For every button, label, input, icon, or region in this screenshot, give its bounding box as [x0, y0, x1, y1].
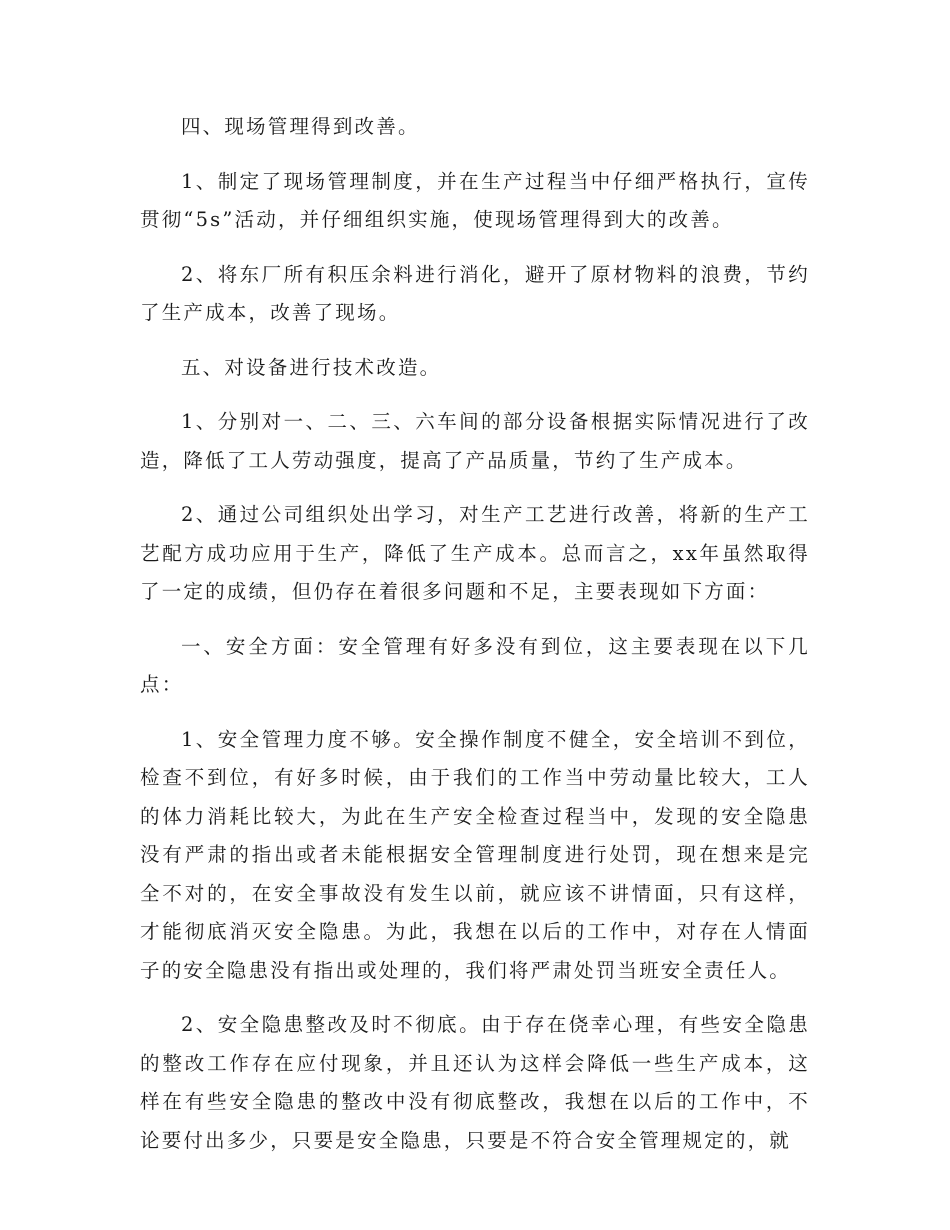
paragraph: 1、安全管理力度不够。安全操作制度不健全，安全培训不到位，检查不到位，有好多时候，由于我们的工作当中劳动量比较大，工人的体力消耗比较大，为此在生产安全检查过程当中，发现的安全隐患没有严肃的指出或者未能根据安全管理制度进行处罚，现在想来是完全不对的，在安全事故没有发生以前，就应该不讲情面，只有这样，才能彻底消灭安全隐患。为此，我想在以后的工作中，对存在人情面子的安全隐患没有指出或处理的，我们将严肃处罚当班安全责任人。: [140, 727, 810, 982]
paragraph: 2、将东厂所有积压余料进行消化，避开了原材物料的浪费，节约了生产成本，改善了现场。: [140, 262, 810, 324]
document-body: [140, 108, 810, 1176]
paragraph: 1、分别对一、二、三、六车间的部分设备根据实际情况进行了改造，降低了工人劳动强度，提高了产品质量，节约了生产成本。: [140, 410, 810, 472]
section-heading-equipment-upgrade: 五、对设备进行技术改造。: [180, 355, 442, 379]
paragraph: 2、通过公司组织处出学习，对生产工艺进行改善，将新的生产工艺配方成功应用于生产，降低了生产成本。总而言之，xx年虽然取得了一定的成绩，但仍存在着很多问题和不足，主要表现如下方面：: [140, 503, 810, 603]
paragraph: 2、安全隐患整改及时不彻底。由于存在侥幸心理，有些安全隐患的整改工作存在应付现象，并且还认为这样会降低一些生产成本，这样在有些安全隐患的整改中没有彻底整改，我想在以后的工作中，不论要付出多少，只要是安全隐患，只要是不符合安全管理规定的，就: [140, 1013, 810, 1152]
paragraph: 1、制定了现场管理制度，并在生产过程当中仔细严格执行，宣传贯彻“5s”活动，并仔细组织实施，使现场管理得到大的改善。: [140, 169, 810, 231]
section-heading-safety: 一、安全方面：安全管理有好多没有到位，这主要表现在以下几点：: [140, 634, 810, 696]
section-heading-site-management: 四、现场管理得到改善。: [180, 115, 420, 138]
